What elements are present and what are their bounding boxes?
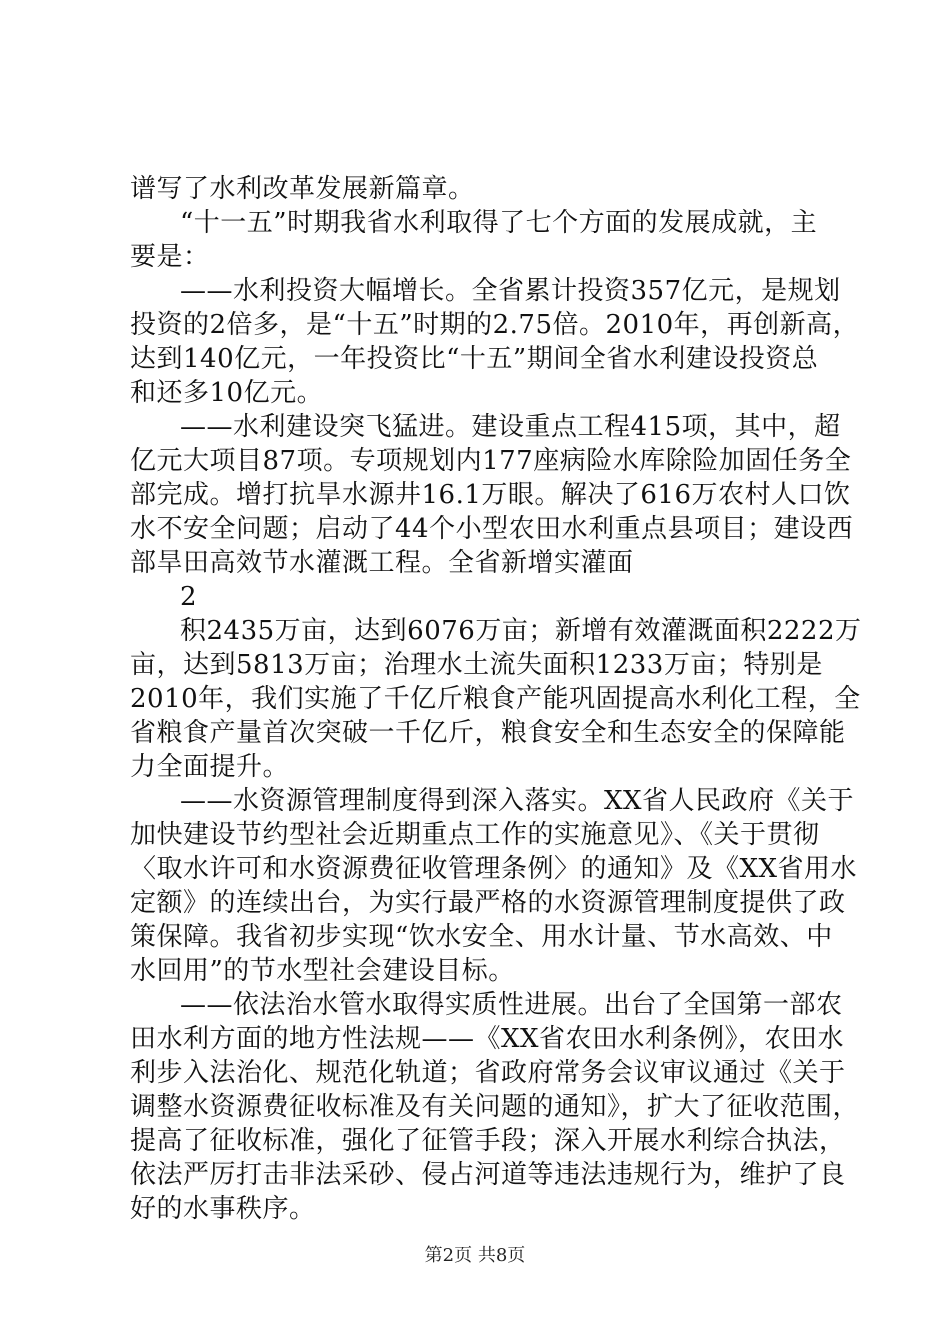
text-line: 水不安全问题；启动了44个小型农田水利重点县项目；建设西 — [130, 514, 854, 544]
inline-page-number: 2 — [180, 582, 197, 612]
text-line: “十一五”时期我省水利取得了七个方面的发展成就，主 — [180, 208, 818, 238]
text-line: 定额》的连续出台，为实行最严格的水资源管理制度提供了政 — [130, 888, 846, 918]
text-line: 达到140亿元，一年投资比“十五”期间全省水利建设投资总 — [130, 344, 819, 374]
text-line: 〈取水许可和水资源费征收管理条例〉的通知》及《XX省用水 — [130, 854, 858, 884]
text-line: 和还多10亿元。 — [130, 378, 324, 408]
text-line: 加快建设节约型社会近期重点工作的实施意见》、《关于贯彻 — [130, 820, 820, 850]
text-line: 田水利方面的地方性法规——《XX省农田水利条例》，农田水 — [130, 1024, 845, 1054]
text-line: ——依法治水管水取得实质性进展。出台了全国第一部农 — [180, 990, 843, 1020]
text-line: 2010年，我们实施了千亿斤粮食产能巩固提高水利化工程，全 — [130, 684, 861, 714]
text-line: 投资的2倍多，是“十五”时期的2.75倍。2010年，再创新高， — [130, 310, 860, 340]
text-line: 力全面提升。 — [130, 752, 290, 782]
text-line: 策保障。我省初步实现“饮水安全、用水计量、节水高效、中 — [130, 922, 833, 952]
text-line: 部旱田高效节水灌溉工程。全省新增实灌面 — [130, 548, 634, 578]
text-line: 亩，达到5813万亩；治理水土流失面积1233万亩；特别是 — [130, 650, 823, 680]
page-footer: 第2页 共8页 — [424, 1245, 526, 1266]
text-line: 部完成。增打抗旱水源井16.1万眼。解决了616万农村人口饮 — [130, 480, 851, 510]
text-line: 积2435万亩，达到6076万亩；新增有效灌溉面积2222万 — [180, 616, 862, 646]
text-line: ——水利投资大幅增长。全省累计投资357亿元，是规划 — [180, 276, 841, 306]
text-line: 好的水事秩序。 — [130, 1194, 316, 1224]
text-line: ——水资源管理制度得到深入落实。XX省人民政府《关于 — [180, 786, 855, 816]
text-line: 依法严厉打击非法采砂、侵占河道等违法违规行为，维护了良 — [130, 1160, 846, 1190]
text-line: 水回用”的节水型社会建设目标。 — [130, 956, 515, 986]
text-line: 省粮食产量首次突破一千亿斤，粮食安全和生态安全的保障能 — [130, 718, 846, 748]
text-line: 调整水资源费征收标准及有关问题的通知》，扩大了征收范围， — [130, 1092, 860, 1122]
text-line: 谱写了水利改革发展新篇章。 — [130, 174, 475, 204]
text-line: 提高了征收标准，强化了征管手段；深入开展水利综合执法， — [130, 1126, 846, 1156]
text-line: 亿元大项目87项。专项规划内177座病险水库除险加固任务全 — [130, 446, 852, 476]
text-line: ——水利建设突飞猛进。建设重点工程415项，其中，超 — [180, 412, 841, 442]
text-line: 利步入法治化、规范化轨道；省政府常务会议审议通过《关于 — [130, 1058, 846, 1088]
text-line: 要是： — [130, 242, 210, 272]
